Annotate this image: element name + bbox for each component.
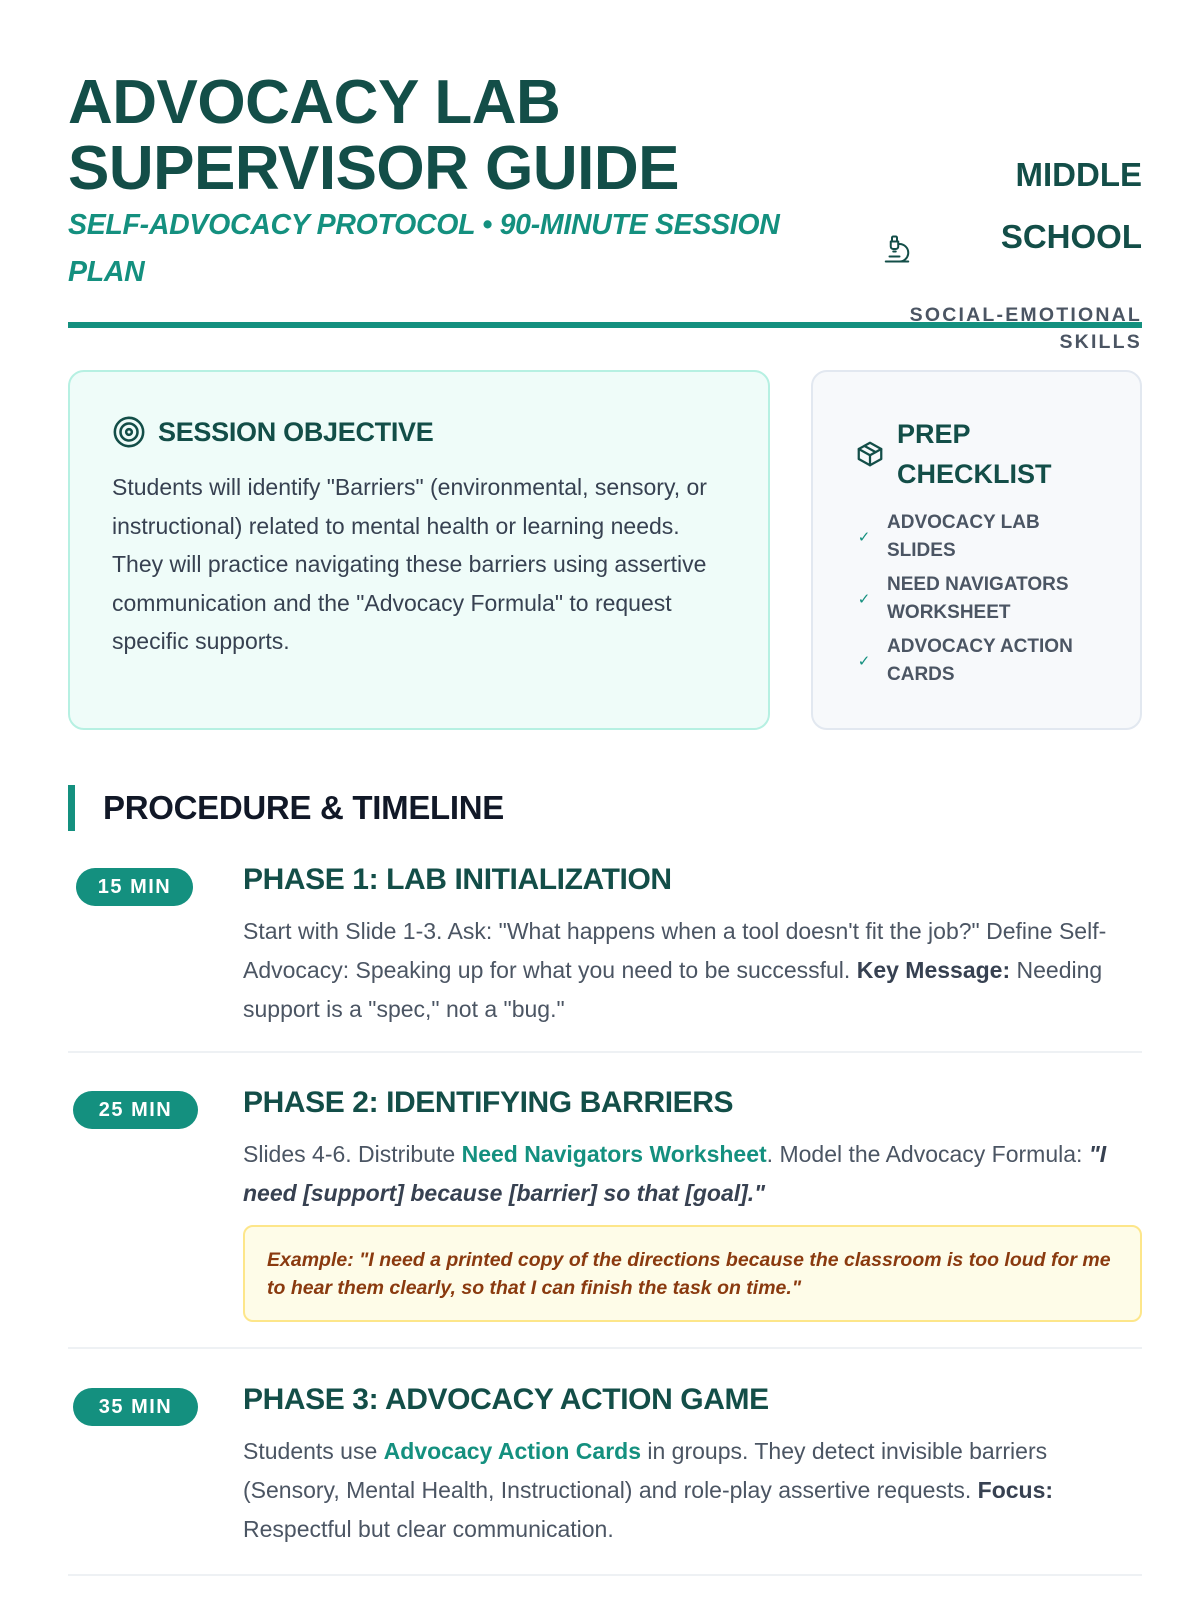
phase-text-part: Start with Slide 1-3. Ask: "What happens when a tool doesn't fit the job?" Define Self-Advocacy: Speaking up for what you need to be successful. xyxy=(243,918,1107,983)
phase-title: PHASE 2: IDENTIFYING BARRIERS xyxy=(243,1086,734,1119)
procedure-heading xyxy=(68,785,504,831)
check-icon: ✓ xyxy=(857,591,871,608)
package-icon xyxy=(855,439,885,469)
phase-description xyxy=(243,1135,1142,1213)
prep-checklist-card xyxy=(811,370,1142,730)
worksheet-highlight: Need Navigators Worksheet xyxy=(461,1141,767,1167)
focus-label: Focus: xyxy=(977,1477,1054,1503)
phase-text-part: Students use xyxy=(243,1438,384,1464)
grade-block xyxy=(882,144,1142,353)
title-line-2: SUPERVISOR GUIDE xyxy=(68,134,680,203)
page-title xyxy=(68,70,828,202)
check-icon: ✓ xyxy=(857,529,871,546)
checklist-item-label: ADVOCACY ACTION CARDS xyxy=(887,635,1073,685)
procedure-title: PROCEDURE & TIMELINE xyxy=(103,789,505,826)
phase-text-part: . Model the Advocacy Formula: xyxy=(766,1141,1089,1167)
prep-title: PREP CHECKLIST xyxy=(897,419,1052,489)
objective-text: Students will identify "Barriers" (environmental, sensory, or instructional) related to mental health or learning needs. They will practice navigating these barriers using assertive communication and the "Advocacy Formula" to request specific supports. xyxy=(112,474,707,654)
grade-line-2: SCHOOL xyxy=(1000,218,1142,255)
session-objective-card xyxy=(68,370,770,730)
phase-2 xyxy=(68,1083,1142,1349)
example-callout: Example: "I need a printed copy of the directions because the classroom is too loud for me to hear them clearly, so that I can finish the task on time." xyxy=(243,1225,1142,1322)
target-icon xyxy=(112,415,146,449)
phase-description xyxy=(243,912,1142,1029)
phase-1 xyxy=(68,860,1142,1053)
prep-checklist xyxy=(855,506,1115,692)
page-header xyxy=(68,60,1142,353)
page-subtitle: SELF-ADVOCACY PROTOCOL • 90-MINUTE SESSION PLAN xyxy=(68,209,780,288)
checklist-item xyxy=(855,630,1115,692)
phase-title: PHASE 3: ADVOCACY ACTION GAME xyxy=(243,1383,769,1416)
checklist-item-label: ADVOCACY LAB SLIDES xyxy=(887,511,1040,561)
phase-description xyxy=(243,1432,1142,1549)
phase-text-part: Respectful but clear communication. xyxy=(243,1516,614,1542)
phase-text-part: Needing support is a "spec," not a "bug." xyxy=(243,957,1103,1022)
duration-badge: 15 MIN xyxy=(76,868,193,906)
duration-badge: 35 MIN xyxy=(73,1388,198,1426)
key-message-label: Key Message: xyxy=(856,957,1011,983)
checklist-item xyxy=(855,506,1115,568)
objective-header xyxy=(112,412,433,452)
check-icon: ✓ xyxy=(857,653,871,670)
title-line-1: ADVOCACY LAB xyxy=(68,68,561,137)
advocacy-formula: "I need [support] because [barrier] so that [goal]." xyxy=(243,1141,1107,1206)
phase-title: PHASE 1: LAB INITIALIZATION xyxy=(243,863,672,896)
duration-badge: 25 MIN xyxy=(73,1091,198,1129)
cards-highlight: Advocacy Action Cards xyxy=(383,1438,641,1464)
phase-3 xyxy=(68,1380,1142,1576)
prep-header xyxy=(855,414,1057,494)
microscope-icon xyxy=(882,234,912,264)
guide-page xyxy=(68,0,1142,1600)
checklist-item xyxy=(855,568,1115,630)
grade-level xyxy=(942,144,1142,268)
grade-line-1: MIDDLE xyxy=(1015,156,1142,193)
phase-text-part: in groups. They detect invisible barriers (Sensory, Mental Health, Instructional) and role-play assertive requests. xyxy=(243,1438,1048,1503)
checklist-item-label: NEED NAVIGATORS WORKSHEET xyxy=(887,573,1069,623)
objective-title: SESSION OBJECTIVE xyxy=(158,416,434,447)
subject-label: SOCIAL-EMOTIONAL SKILLS xyxy=(909,304,1142,353)
phase-text-part: Slides 4-6. Distribute xyxy=(243,1141,462,1167)
